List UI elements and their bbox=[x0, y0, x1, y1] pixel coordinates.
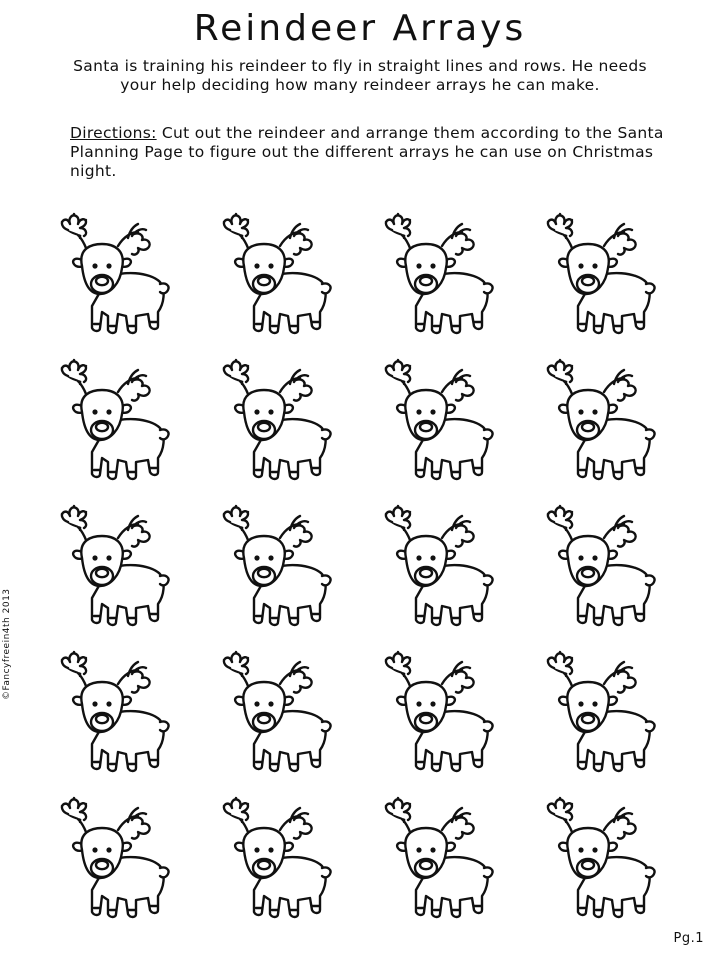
reindeer-clipart-icon bbox=[36, 789, 198, 935]
page-title: Reindeer Arrays bbox=[193, 8, 527, 49]
reindeer-clipart-icon bbox=[198, 497, 360, 643]
reindeer-clipart-icon bbox=[198, 643, 360, 789]
reindeer-clipart-icon bbox=[36, 351, 198, 497]
reindeer-clipart-icon bbox=[360, 789, 522, 935]
reindeer-clipart-icon bbox=[360, 351, 522, 497]
reindeer-clipart-icon bbox=[522, 205, 684, 351]
directions-paragraph bbox=[70, 124, 670, 181]
directions-label: Directions: bbox=[70, 124, 157, 142]
reindeer-clipart-icon bbox=[198, 789, 360, 935]
reindeer-clipart-icon bbox=[36, 205, 198, 351]
directions-text: Cut out the reindeer and arrange them according to the Santa Planning Page to figure out the different arrays he can use on Christmas night. bbox=[70, 124, 664, 180]
reindeer-clipart-icon bbox=[522, 643, 684, 789]
copyright-credit: ©Fancyfreein4th 2013 bbox=[2, 588, 12, 700]
page-number: Pg.1 bbox=[673, 931, 704, 946]
reindeer-clipart-icon bbox=[360, 643, 522, 789]
reindeer-clipart-icon bbox=[522, 351, 684, 497]
intro-text: Santa is training his reindeer to fly in straight lines and rows. He needs your help deciding how many reindeer arrays he can make. bbox=[73, 57, 647, 94]
reindeer-clipart-icon bbox=[36, 643, 198, 789]
reindeer-clipart-icon bbox=[36, 497, 198, 643]
reindeer-grid bbox=[36, 205, 684, 935]
reindeer-clipart-icon bbox=[198, 205, 360, 351]
reindeer-clipart-icon bbox=[198, 351, 360, 497]
reindeer-clipart-icon bbox=[360, 205, 522, 351]
reindeer-clipart-icon bbox=[522, 497, 684, 643]
reindeer-clipart-icon bbox=[522, 789, 684, 935]
reindeer-clipart-icon bbox=[360, 497, 522, 643]
